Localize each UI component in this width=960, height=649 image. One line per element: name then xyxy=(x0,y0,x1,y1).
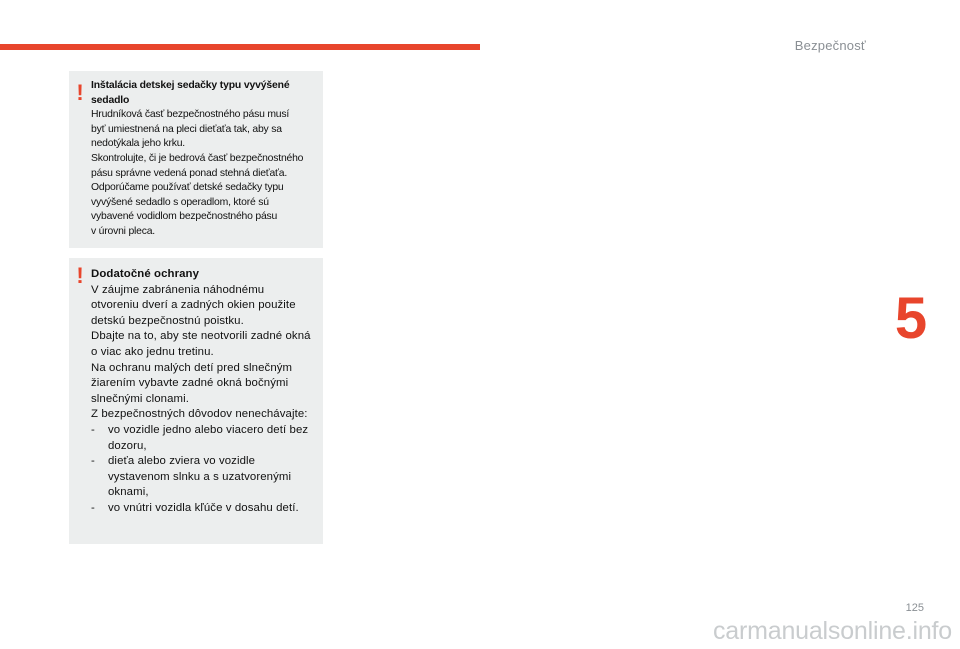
list-item xyxy=(91,423,319,454)
list-dash: - xyxy=(91,423,95,436)
text-line: pásu správne vedená ponad stehná dieťaťa. xyxy=(91,167,288,179)
warning-box-text xyxy=(91,283,319,423)
list-dash: - xyxy=(91,455,95,468)
text-line: slnečnými clonami. xyxy=(91,392,190,405)
text-line: Dbajte na to, aby ste neotvorili zadné okná xyxy=(91,330,311,343)
list-item-line: vystavenom slnku a s uzatvorenými xyxy=(108,470,292,483)
warning-box-additional-protection xyxy=(69,258,323,544)
list-item-line: oknami, xyxy=(108,486,149,499)
warning-box-child-seat xyxy=(69,71,323,248)
text-line: otvoreniu dverí a zadných okien použite xyxy=(91,299,296,312)
text-line: Hrudníková časť bezpečnostného pásu musí xyxy=(91,109,290,121)
text-line: Z bezpečnostných dôvodov nenechávajte: xyxy=(91,408,308,421)
list-item-line: dieťa alebo zviera vo vozidle xyxy=(108,455,256,468)
title-line: Inštalácia detskej sedačky typu vyvýšené xyxy=(91,80,290,91)
text-line: v úrovni pleca. xyxy=(91,225,155,237)
text-line: o viac ako jednu tretinu. xyxy=(91,345,214,358)
text-line: Odporúčame používať detské sedačky typu xyxy=(91,182,284,194)
text-line: Na ochranu malých detí pred slnečným xyxy=(91,361,293,374)
text-line: V záujme zabránenia náhodnému xyxy=(91,283,265,296)
list-item-line: dozoru, xyxy=(108,439,147,452)
text-line: detskú bezpečnostnú poistku. xyxy=(91,314,244,327)
warning-box-text xyxy=(91,108,317,239)
top-accent-bar xyxy=(0,44,480,50)
warning-icon: ! xyxy=(76,80,84,105)
list-item xyxy=(91,501,319,517)
list-item-line: vo vnútri vozidla kľúče v dosahu detí. xyxy=(108,501,299,514)
text-line: vyvýšené sedadlo s operadlom, ktoré sú xyxy=(91,196,269,208)
list-dash: - xyxy=(91,501,95,514)
text-line: byť umiestnená na pleci dieťaťa tak, aby sa xyxy=(91,123,282,135)
page-number: 125 xyxy=(905,602,924,614)
section-title: Bezpečnosť xyxy=(794,38,866,53)
chapter-number: 5 xyxy=(894,286,928,351)
warning-list xyxy=(91,423,319,517)
list-item xyxy=(91,454,319,501)
warning-icon: ! xyxy=(76,263,84,288)
text-line: vybavené vodidlom bezpečnostného pásu xyxy=(91,211,278,223)
text-line: nedotýkala jeho krku. xyxy=(91,138,185,150)
watermark-text: carmanualsonline.info xyxy=(712,617,952,645)
warning-box-title: Dodatočné ochrany xyxy=(91,268,200,280)
text-line: Skontrolujte, či je bedrová časť bezpečnostného xyxy=(91,152,304,164)
warning-box-title xyxy=(91,79,317,108)
title-line: sedadlo xyxy=(91,94,130,106)
list-item-line: vo vozidle jedno alebo viacero detí bez xyxy=(108,423,309,436)
text-line: žiarením vybavte zadné okná bočnými xyxy=(91,377,289,390)
